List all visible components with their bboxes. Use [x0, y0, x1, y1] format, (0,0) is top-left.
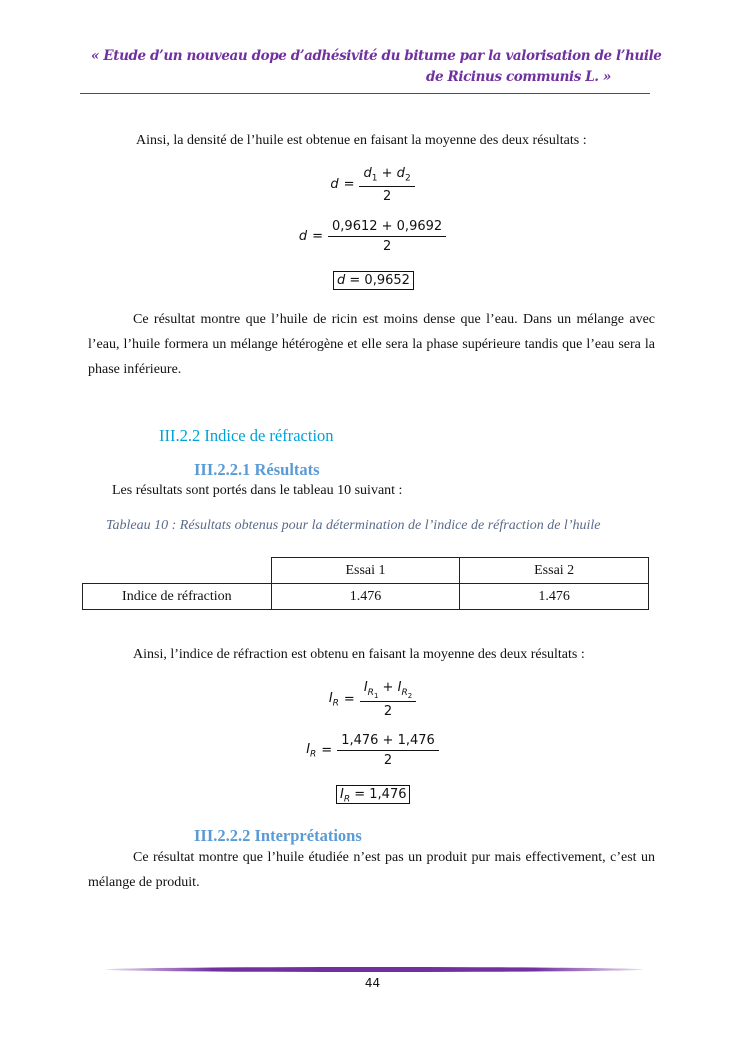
section-heading: III.2.2 Indice de réfraction: [159, 426, 334, 445]
table-row-label: Indice de réfraction: [83, 584, 272, 610]
eq-sign: =: [343, 692, 355, 708]
eq-sign: =: [312, 229, 324, 244]
eq-lhs: $I_R$: [328, 690, 339, 709]
density-equation-values: [280, 219, 465, 254]
density-equation-general: [300, 166, 445, 204]
eq-sign: =: [343, 177, 355, 193]
eq-lhs: d: [330, 177, 339, 193]
eq-fraction: [360, 680, 416, 719]
table-row: [83, 584, 649, 610]
eq-fraction: [328, 219, 446, 254]
header-title-line2: de Ricinus communis L. »: [426, 69, 611, 85]
eq-fraction: [359, 166, 414, 204]
eq-denominator: 2: [383, 704, 393, 720]
subsection-heading-interpretations: III.2.2.2 Interprétations: [194, 826, 362, 845]
header-rule: [80, 93, 650, 94]
results-table: [82, 557, 649, 610]
eq-fraction: [337, 733, 439, 768]
refraction-equation-general: [300, 680, 445, 719]
density-result-box: d = 0,9652: [333, 273, 414, 288]
table-cell: 1.476: [460, 584, 649, 610]
table-header-row: [83, 558, 649, 584]
density-conclusion: Ce résultat montre que l’huile de ricin est moins dense que l’eau. Dans un mélange avec l’eau, l’huile formera un mélange hétérogène et elle sera la phase supérieure tandis que l’eau sera la phase inférieure.: [88, 312, 655, 377]
table-corner-cell: [83, 558, 272, 584]
header-title-line1: « Etude d’un nouveau dope d’adhésivité du bitume par la valorisation de l’huile: [91, 48, 662, 64]
eq-sign: =: [321, 743, 333, 758]
table-cell: 1.476: [271, 584, 460, 610]
eq-denominator: 2: [383, 753, 393, 768]
density-intro: Ainsi, la densité de l’huile est obtenue en faisant la moyenne des deux résultats :: [136, 133, 587, 148]
subsection-heading-results: III.2.2.1 Résultats: [194, 460, 320, 479]
refraction-result-box: $I_R = 1,476$: [336, 787, 410, 805]
eq-numerator: $d_1 + d_2$: [359, 166, 414, 187]
refraction-equation-values: [290, 733, 455, 768]
page-number: 44: [364, 976, 381, 990]
eq-numerator: 0,9612 + 0,9692: [328, 219, 446, 237]
eq-lhs: $I_R$: [306, 741, 317, 760]
eq-numerator: 1,476 + 1,476: [337, 733, 439, 751]
eq-denominator: 2: [382, 239, 392, 254]
table-header-cell: Essai 1: [271, 558, 460, 584]
results-intro: Les résultats sont portés dans le tableau 10 suivant :: [112, 483, 403, 498]
footer-rule: [105, 967, 643, 972]
interpretation-text: Ce résultat montre que l’huile étudiée n’est pas un produit pur mais effectivement, c’est un mélange de produit.: [88, 850, 655, 890]
eq-numerator: $I_{R_1} + I_{R_2}$: [360, 680, 416, 702]
table-caption: Tableau 10 : Résultats obtenus pour la détermination de l’indice de réfraction de l’huile: [106, 518, 601, 533]
table-header-cell: Essai 2: [460, 558, 649, 584]
refraction-intro: Ainsi, l’indice de réfraction est obtenu en faisant la moyenne des deux résultats :: [133, 647, 585, 662]
eq-lhs: d: [298, 229, 308, 244]
eq-denominator: 2: [382, 188, 392, 204]
